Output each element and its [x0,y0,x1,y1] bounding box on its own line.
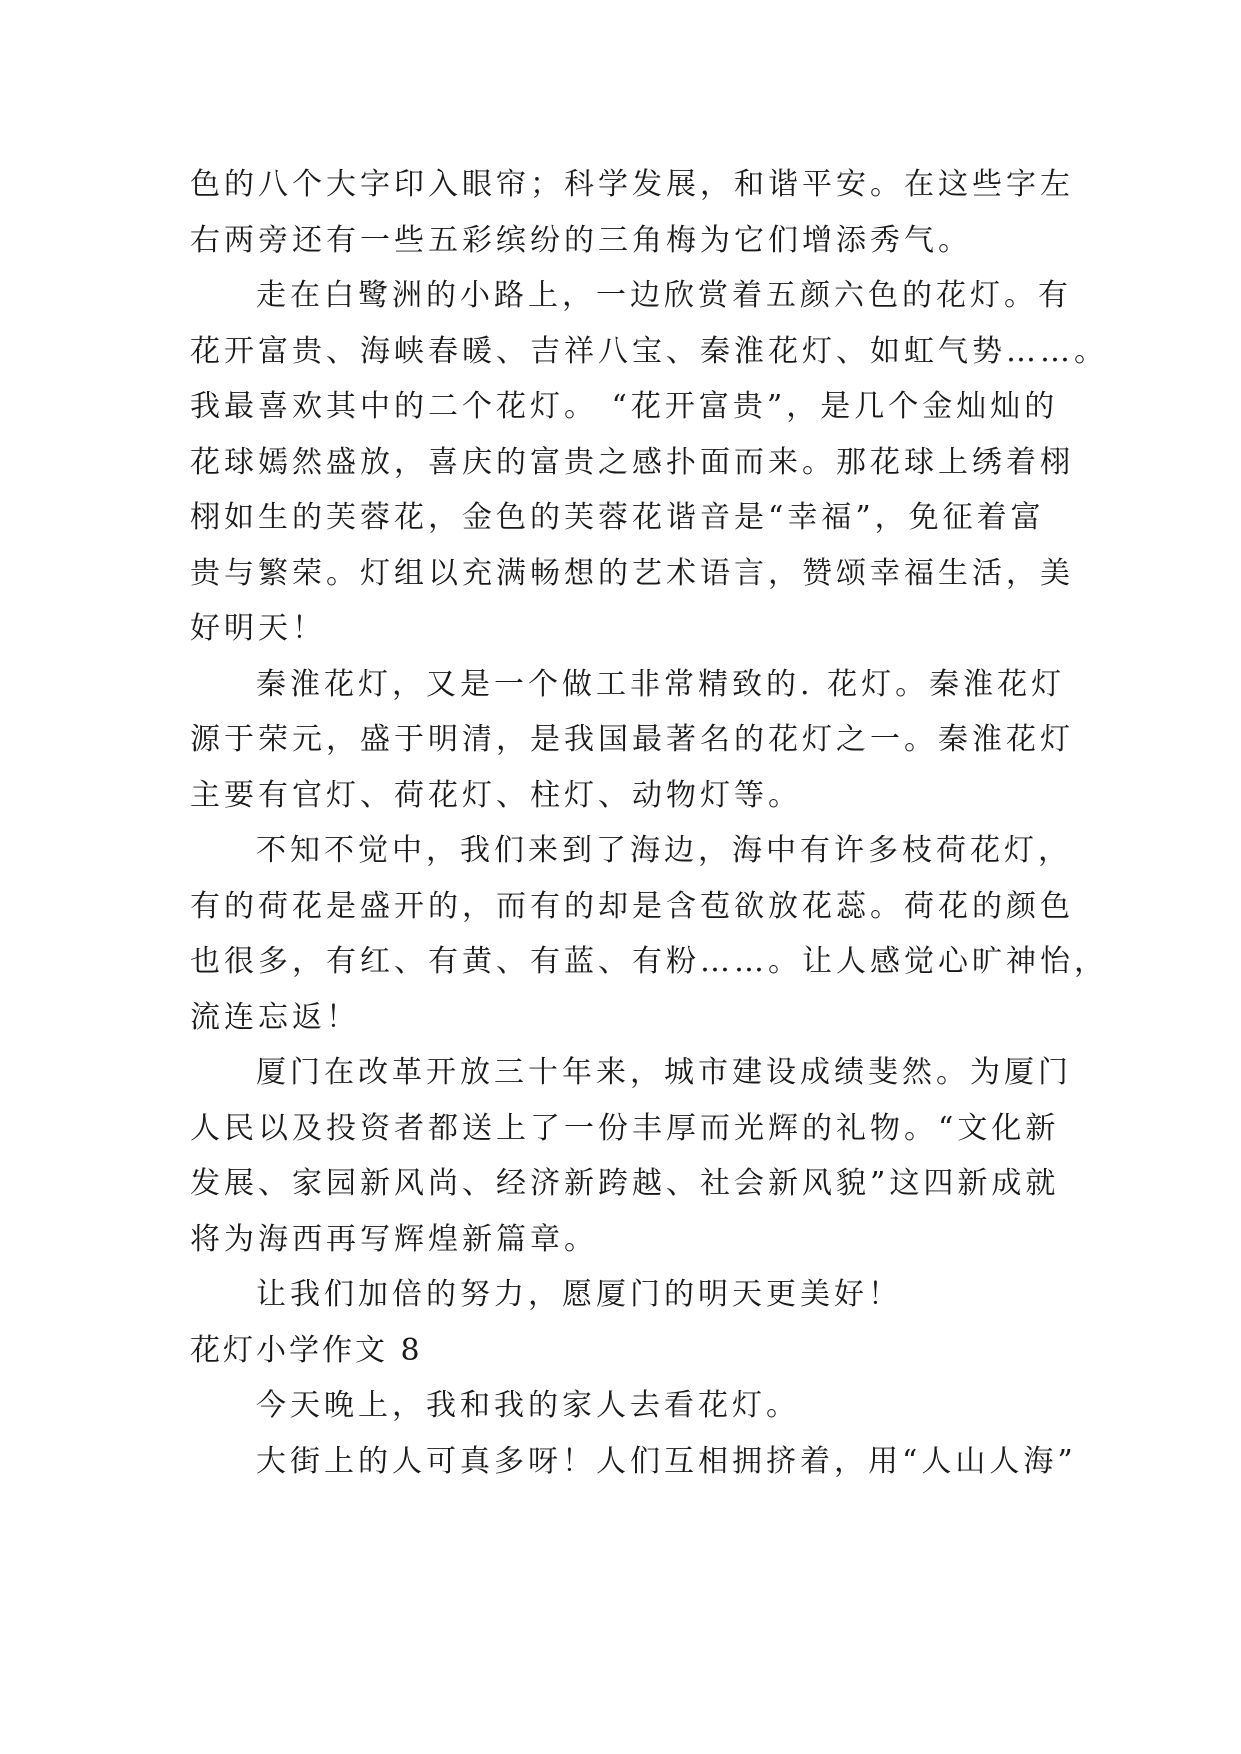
text-line: 栩如生的芙蓉花，金色的芙蓉花谐音是“幸福”，免征着富 [190,500,1045,535]
text-line: 流连忘返！ [190,999,360,1035]
document-body [190,157,1108,1489]
paragraph-start-line: 厦门在改革开放三十年来，城市建设成绩斐然。为厦门 [256,1055,1072,1090]
text-line: 发展、家园新风尚、经济新跨越、社会新风貌”这四新成就 [190,1166,1060,1201]
text-line: 主要有官灯、荷花灯、柱灯、动物灯等。 [190,777,802,813]
text-line: 将为海西再写辉煌新篇章。 [190,1221,598,1257]
section-heading: 花灯小学作文 8 [190,1332,423,1368]
text-line: 有的荷花是盛开的，而有的却是含苞欲放花蕊。荷花的颜色 [190,888,1074,924]
paragraph-start-line: 大街上的人可真多呀！人们互相拥挤着，用“人山人海” [256,1443,1077,1479]
text-line: 好明天！ [190,611,326,646]
text-line: 源于荣元，盛于明清，是我国最著名的花灯之一。秦淮花灯 [190,722,1074,757]
paragraph-start-line: 今天晚上，我和我的家人去看花灯。 [256,1388,800,1423]
text-line: 色的八个大字印入眼帘；科学发展，和谐平安。在这些字左 [190,167,1074,202]
text-line: 我最喜欢其中的二个花灯。 “花开富贵”，是几个金灿灿的 [190,389,1059,424]
text-line: 人民以及投资者都送上了一份丰厚而光辉的礼物。“文化新 [190,1110,1060,1146]
paragraph-start-line: 走在白鹭洲的小路上，一边欣赏着五颜六色的花灯。有 [256,278,1072,313]
paragraph-start-line: 不知不觉中，我们来到了海边，海中有许多枝荷花灯， [256,833,1072,868]
text-line: 也很多，有红、有黄、有蓝、有粉……。让人感觉心旷神怡， [190,944,1108,979]
text-line: 花球嫣然盛放，喜庆的富贵之感扑面而来。那花球上绣着栩 [190,444,1074,480]
text-line: 贵与繁荣。灯组以充满畅想的艺术语言，赞颂幸福生活，美 [190,555,1074,591]
paragraph-start-line: 秦淮花灯，又是一个做工非常精致的. 花灯。秦淮花灯 [256,666,1066,702]
paragraph-start-line: 让我们加倍的努力，愿厦门的明天更美好！ [256,1277,902,1312]
text-line: 花开富贵、海峡春暖、吉祥八宝、秦淮花灯、如虹气势……。 [190,333,1108,369]
text-line: 右两旁还有一些五彩缤纷的三角梅为它们增添秀气。 [190,222,972,258]
